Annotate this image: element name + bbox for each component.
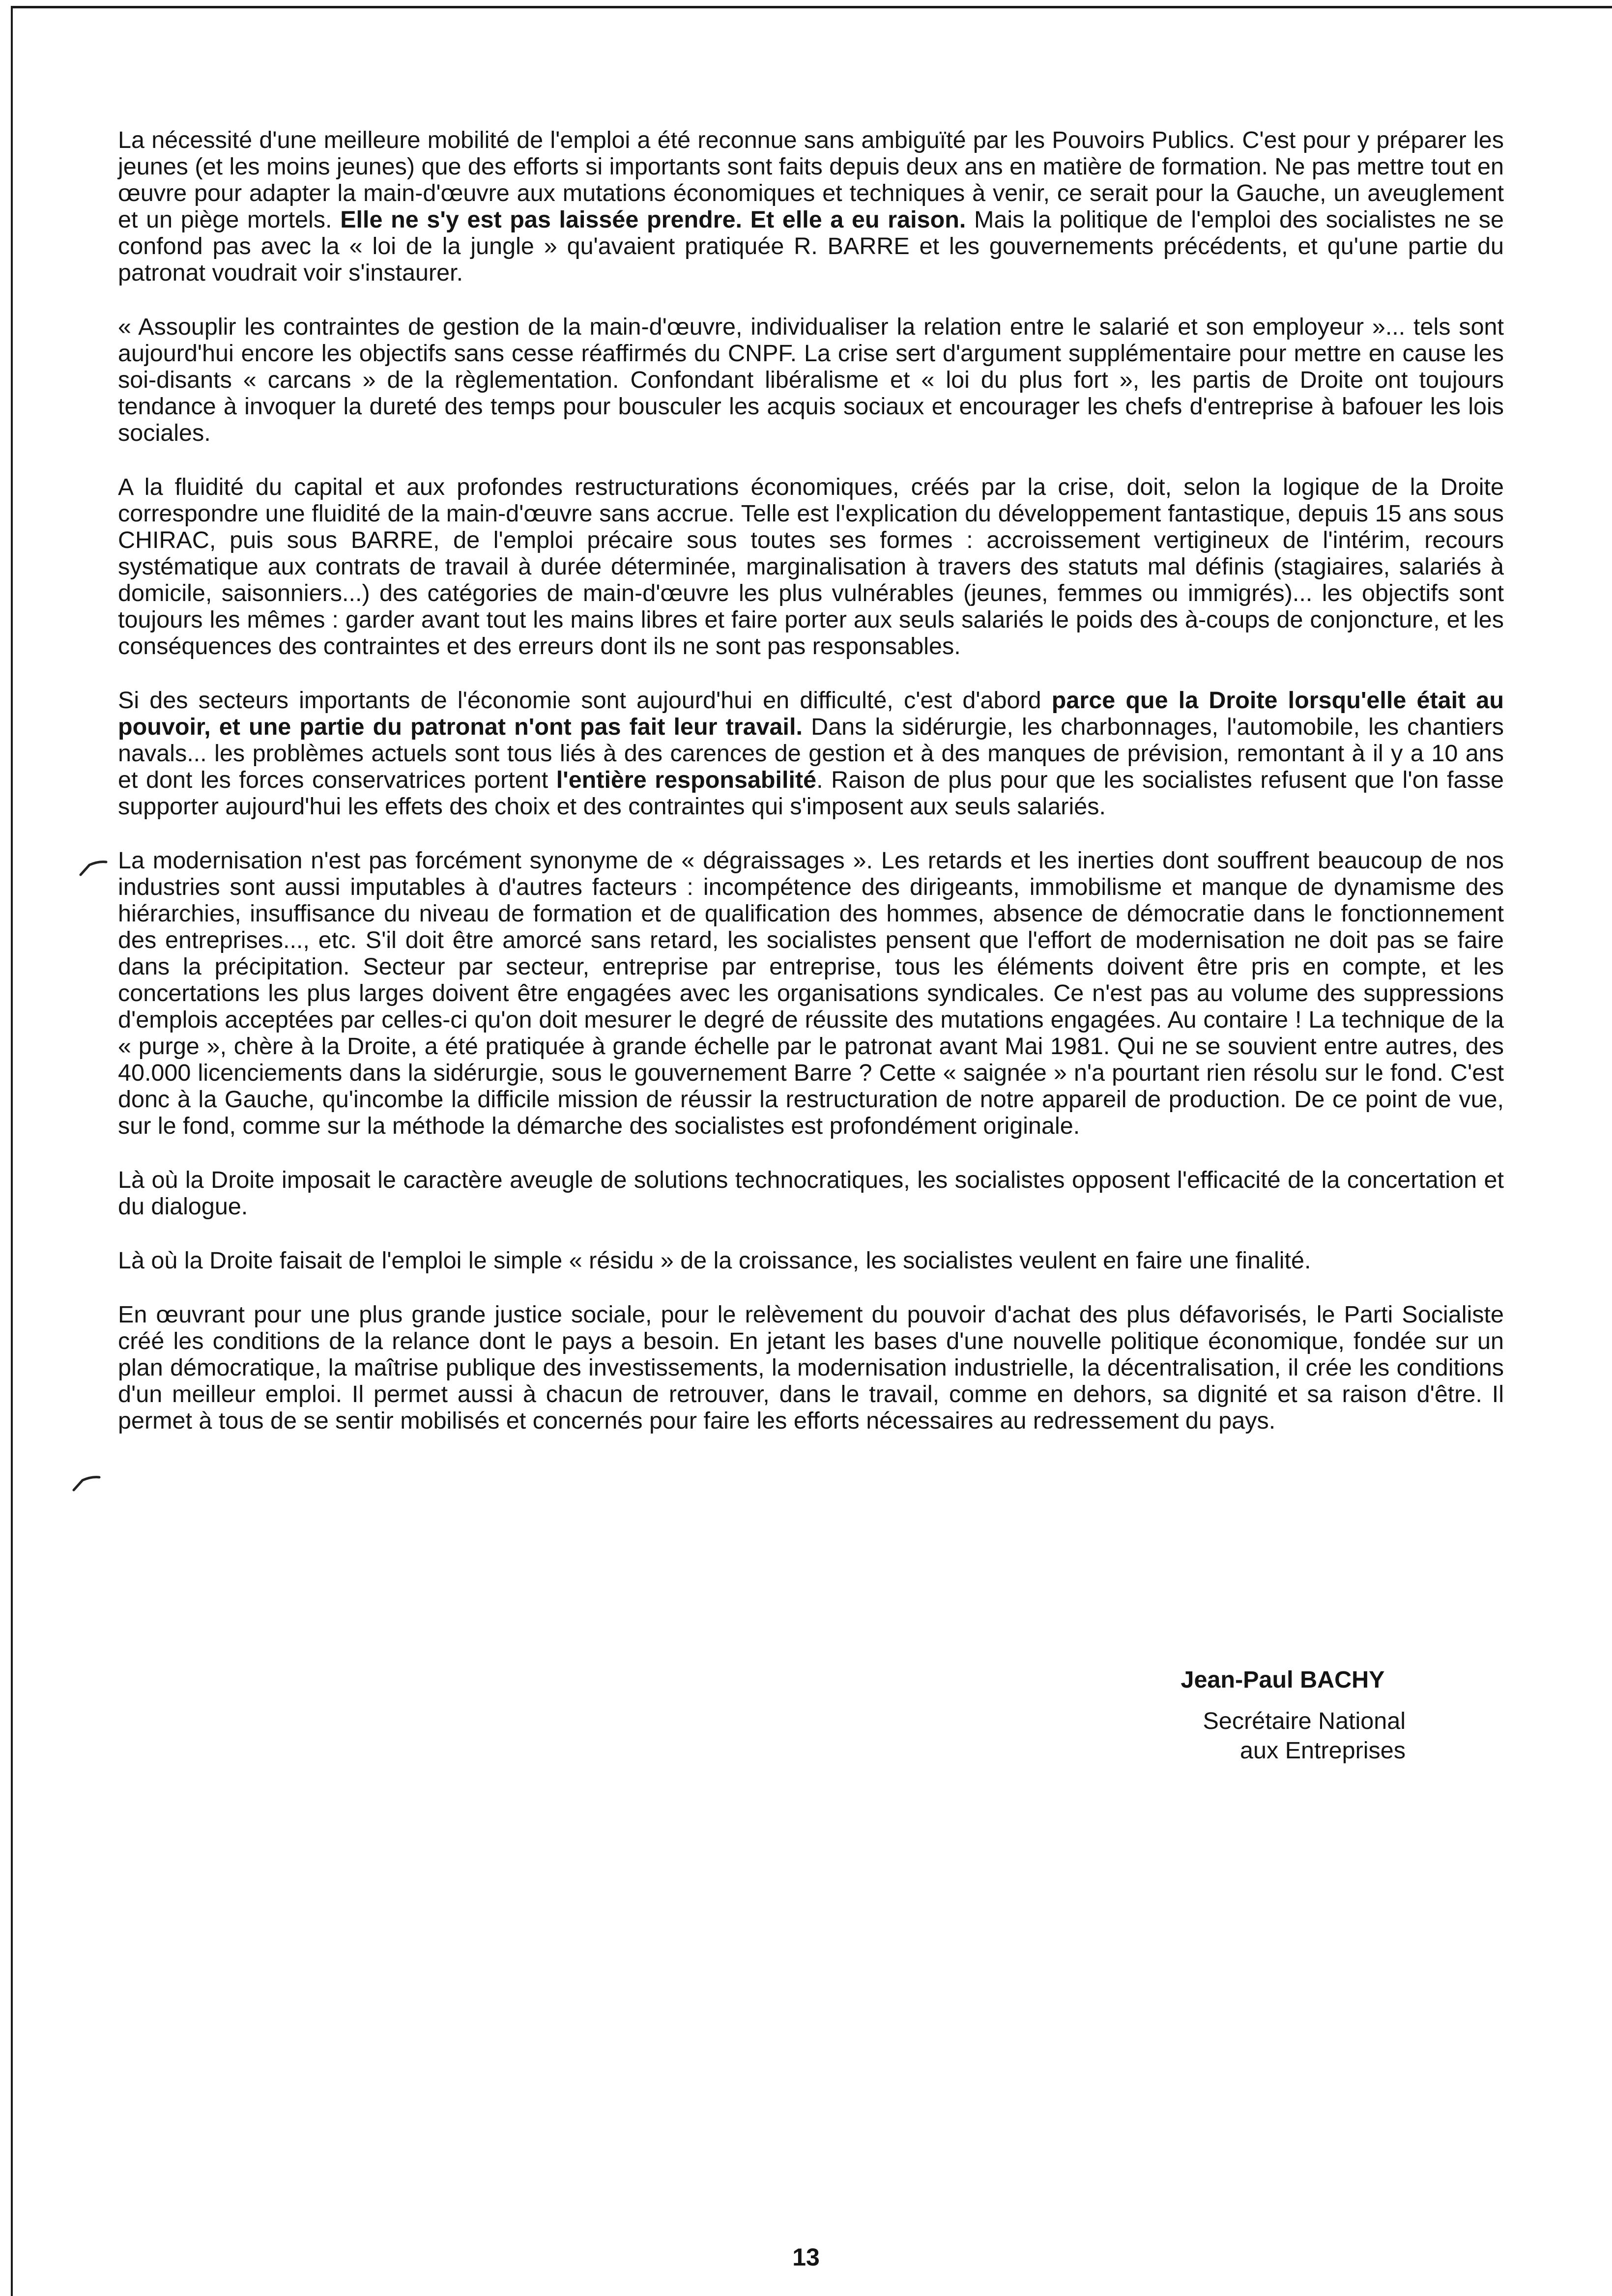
bold-text-segment: l'entière responsabilité — [556, 767, 817, 793]
paragraph — [118, 1167, 1504, 1220]
author-title: Secrétaire National — [1203, 1708, 1406, 1734]
paragraph — [118, 687, 1504, 820]
text-segment: « Assouplir les contraintes de gestion de la main-d'œuvre, individualiser la relation entre le salarié et son employeur »... tels sont aujourd'hui encore les objectifs sans cesse réaffirmés du CNPF. La crise sert d'argument supplémentaire pour mettre en cause les soi-disants « carcans » de la règlementation. Confondant libéralisme et « loi du plus fort », les partis de Droite ont toujours tendance à invoquer la dureté des temps pour bousculer les acquis sociaux et encourager les chefs d'entreprise à bafouer les lois sociales. — [118, 314, 1504, 446]
text-segment: Là où la Droite faisait de l'emploi le simple « résidu » de la croissance, les socialistes veulent en faire une finalité. — [118, 1247, 1311, 1274]
paragraph — [118, 1247, 1504, 1274]
text-segment: Là où la Droite imposait le caractère aveugle de solutions technocratiques, les socialistes opposent l'efficacité de la concertation et du dialogue. — [118, 1167, 1504, 1220]
author-name: Jean-Paul BACHY — [1180, 1666, 1385, 1693]
paragraph — [118, 1301, 1504, 1434]
margin-mark-icon — [72, 1473, 101, 1493]
text-segment: La nécessité d'une meilleure mobilité de l'emploi a été reconnue sans ambiguïté par les Pouvoirs Publics. C'est pour y préparer les jeunes (et les moins jeunes) que des efforts si importants sont faits depuis deux ans en matière de formation. Ne pas mettre tout en œuvre pour adapter la main-d'œuvre aux mutations économiques et techniques à venir, ce serait pour la Gauche, un aveuglement et un piège mortels. — [118, 127, 1504, 233]
signature-block — [1160, 1665, 1406, 1765]
page-top-border — [11, 6, 1612, 8]
page-left-border — [11, 6, 13, 2296]
margin-mark-icon — [79, 858, 108, 878]
text-segment: . Raison de plus pour que les socialistes refusent que l'on fasse supporter aujourd'hui les effets des choix et des contraintes qui s'imposent aux seuls salariés. — [118, 767, 1504, 820]
text-segment: La modernisation n'est pas forcément synonyme de « dégraissages ». Les retards et les inerties dont souffrent beaucoup de nos industries sont aussi imputables à d'autres facteurs : incompétence des dirigeants, immobilisme et manque de dynamisme des hiérarchies, insuffisance du niveau de formation et de qualification des hommes, absence de démocratie dans le fonctionnement des entreprises..., etc. S'il doit être amorcé sans retard, les socialistes pensent que l'effort de modernisation ne doit pas se faire dans la précipitation. Secteur par secteur, entreprise par entreprise, tous les éléments doivent être pris en compte, et les concertations les plus larges doivent être engagées avec les organisations syndicales. Ce n'est pas au volume des suppressions d'emplois acceptées par celles-ci qu'on doit mesurer le degré de réussite des mutations engagées. Au contaire ! La technique de la « purge », chère à la Droite, a été pratiquée à grande échelle par le patronat avant Mai 1981. Qui ne se souvient entre autres, des 40.000 licenciements dans la sidérurgie, sous le gouvernement Barre ? Cette « saignée » n'a pourtant rien résolu sur le fond. C'est donc à la Gauche, qu'incombe la difficile mission de réussir la restructuration de notre appareil de production. De ce point de vue, sur le fond, comme sur la méthode la démarche des socialistes est profondément originale. — [118, 847, 1504, 1139]
text-segment: Si des secteurs importants de l'économie sont aujourd'hui en difficulté, c'est d'abord — [118, 687, 1052, 714]
paragraph — [118, 127, 1504, 286]
paragraph — [118, 314, 1504, 446]
author-title: aux Entreprises — [1240, 1737, 1406, 1764]
text-segment: Dans la sidérurgie, les charbonnages, l'automobile, les chantiers navals... les problèmes actuels sont tous liés à des carences de gestion et à des manques de prévision, remontant à il y a 10 ans et dont les forces conservatrices portent — [118, 714, 1504, 793]
page-number: 13 — [792, 2243, 820, 2271]
text-segment: En œuvrant pour une plus grande justice sociale, pour le relèvement du pouvoir d'achat des plus défavorisés, le Parti Socialiste créé les conditions de la relance dont le pays a besoin. En jetant les bases d'une nouvelle politique économique, fondée sur un plan démocratique, la maîtrise publique des investissements, la modernisation industrielle, la décentralisation, il crée les conditions d'un meilleur emploi. Il permet aussi à chacun de retrouver, dans le travail, comme en dehors, sa dignité et sa raison d'être. Il permet à tous de se sentir mobilisés et concernés pour faire les efforts nécessaires au redressement du pays. — [118, 1301, 1504, 1434]
bold-text-segment: parce que la Droite lorsqu'elle était au pouvoir, et une partie du patronat n'ont pas fait leur travail. — [118, 687, 1504, 740]
paragraph — [118, 474, 1504, 660]
bold-text-segment: Elle ne s'y est pas laissée prendre. Et elle a eu raison. — [340, 206, 966, 233]
article-body — [118, 127, 1504, 1462]
text-segment: A la fluidité du capital et aux profondes restructurations économiques, créés par la crise, doit, selon la logique de la Droite correspondre une fluidité de la main-d'œuvre sans accrue. Telle est l'explication du développement fantastique, depuis 15 ans sous CHIRAC, puis sous BARRE, de l'emploi précaire sous toutes ses formes : accroissement vertigineux de l'intérim, recours systématique aux contrats de travail à durée déterminée, marginalisation à travers des statuts mal définis (stagiaires, salariés à domicile, saisonniers...) des catégories de main-d'œuvre les plus vulnérables (jeunes, femmes ou immigrés)... les objectifs sont toujours les mêmes : garder avant tout les mains libres et faire porter aux seuls salariés le poids des à-coups de conjoncture, et les conséquences des contraintes et des erreurs dont ils ne sont pas responsables. — [118, 474, 1504, 660]
paragraph — [118, 847, 1504, 1139]
text-segment: Mais la politique de l'emploi des socialistes ne se confond pas avec la « loi de la jungle » qu'avaient pratiquée R. BARRE et les gouvernements précédents, et qu'une partie du patronat voudrait voir s'instaurer. — [118, 206, 1504, 286]
